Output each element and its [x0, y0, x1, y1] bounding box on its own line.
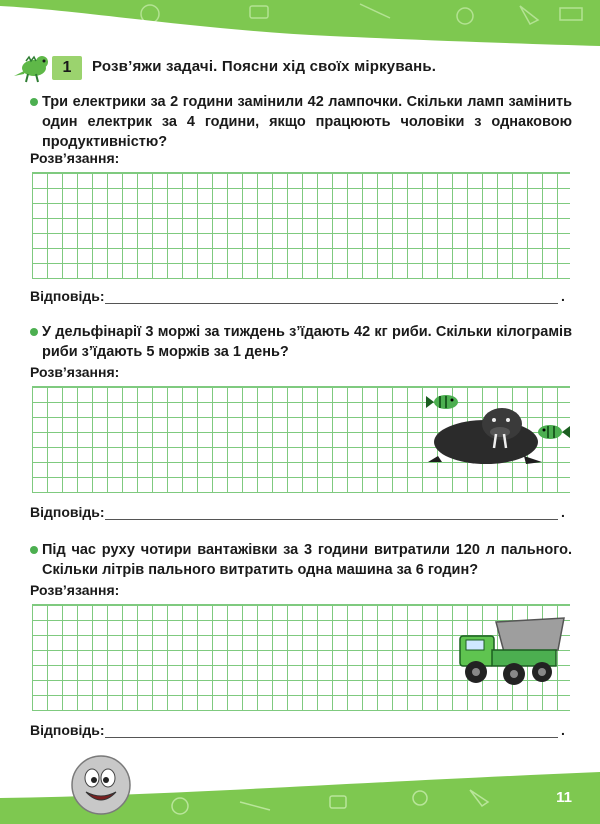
answer-label-2: Відповідь:	[30, 504, 105, 520]
walrus-with-fish-icon	[424, 386, 574, 468]
answer-field-2[interactable]	[105, 519, 558, 520]
answer-end-3: .	[561, 722, 565, 738]
problem-3	[32, 540, 572, 580]
answer-end-1: .	[561, 288, 565, 304]
answer-label-3: Відповідь:	[30, 722, 105, 738]
task-header	[12, 44, 592, 92]
problem-3-text: Під час руху чотири вантажівки за 3 години витратили 120 л пального. Скільки літрів пального витратить одна машина за 6 годин?	[42, 542, 572, 578]
dinosaur-mascot-icon	[12, 52, 52, 86]
bullet-icon	[30, 98, 38, 106]
solution-grid-1[interactable]	[32, 172, 570, 279]
task-number-badge: 1	[52, 56, 82, 80]
answer-row-1	[30, 288, 570, 308]
task-title: Розв’яжи задачі. Поясни хід своїх міркувань.	[92, 58, 437, 75]
answer-row-3	[30, 722, 570, 742]
bullet-icon	[30, 328, 38, 336]
fish-icon	[426, 395, 458, 409]
problem-1	[32, 92, 572, 152]
solution-label-2: Розв’язання:	[30, 364, 120, 380]
answer-end-2: .	[561, 504, 565, 520]
page-number: 11	[556, 789, 572, 806]
answer-field-3[interactable]	[105, 737, 558, 738]
problem-2-text: У дельфінарії 3 моржі за тиждень з’їдають 42 кг риби. Скільки кілограмів риби з’їдають 5 моржів за 1 день?	[42, 324, 572, 360]
bullet-icon	[30, 546, 38, 554]
dump-truck-icon	[452, 612, 568, 692]
problem-2	[32, 322, 572, 362]
solution-label-1: Розв’язання:	[30, 150, 120, 166]
answer-field-1[interactable]	[105, 303, 558, 304]
problem-1-text: Три електрики за 2 години замінили 42 лампочки. Скільки ламп замінить один електрик за 4 години, якщо працюють чоловіки з однаковою продуктивністю?	[42, 94, 572, 150]
answer-label-1: Відповідь:	[30, 288, 105, 304]
answer-row-2	[30, 504, 570, 524]
smiley-ball-icon	[70, 752, 132, 818]
solution-label-3: Розв’язання:	[30, 582, 120, 598]
